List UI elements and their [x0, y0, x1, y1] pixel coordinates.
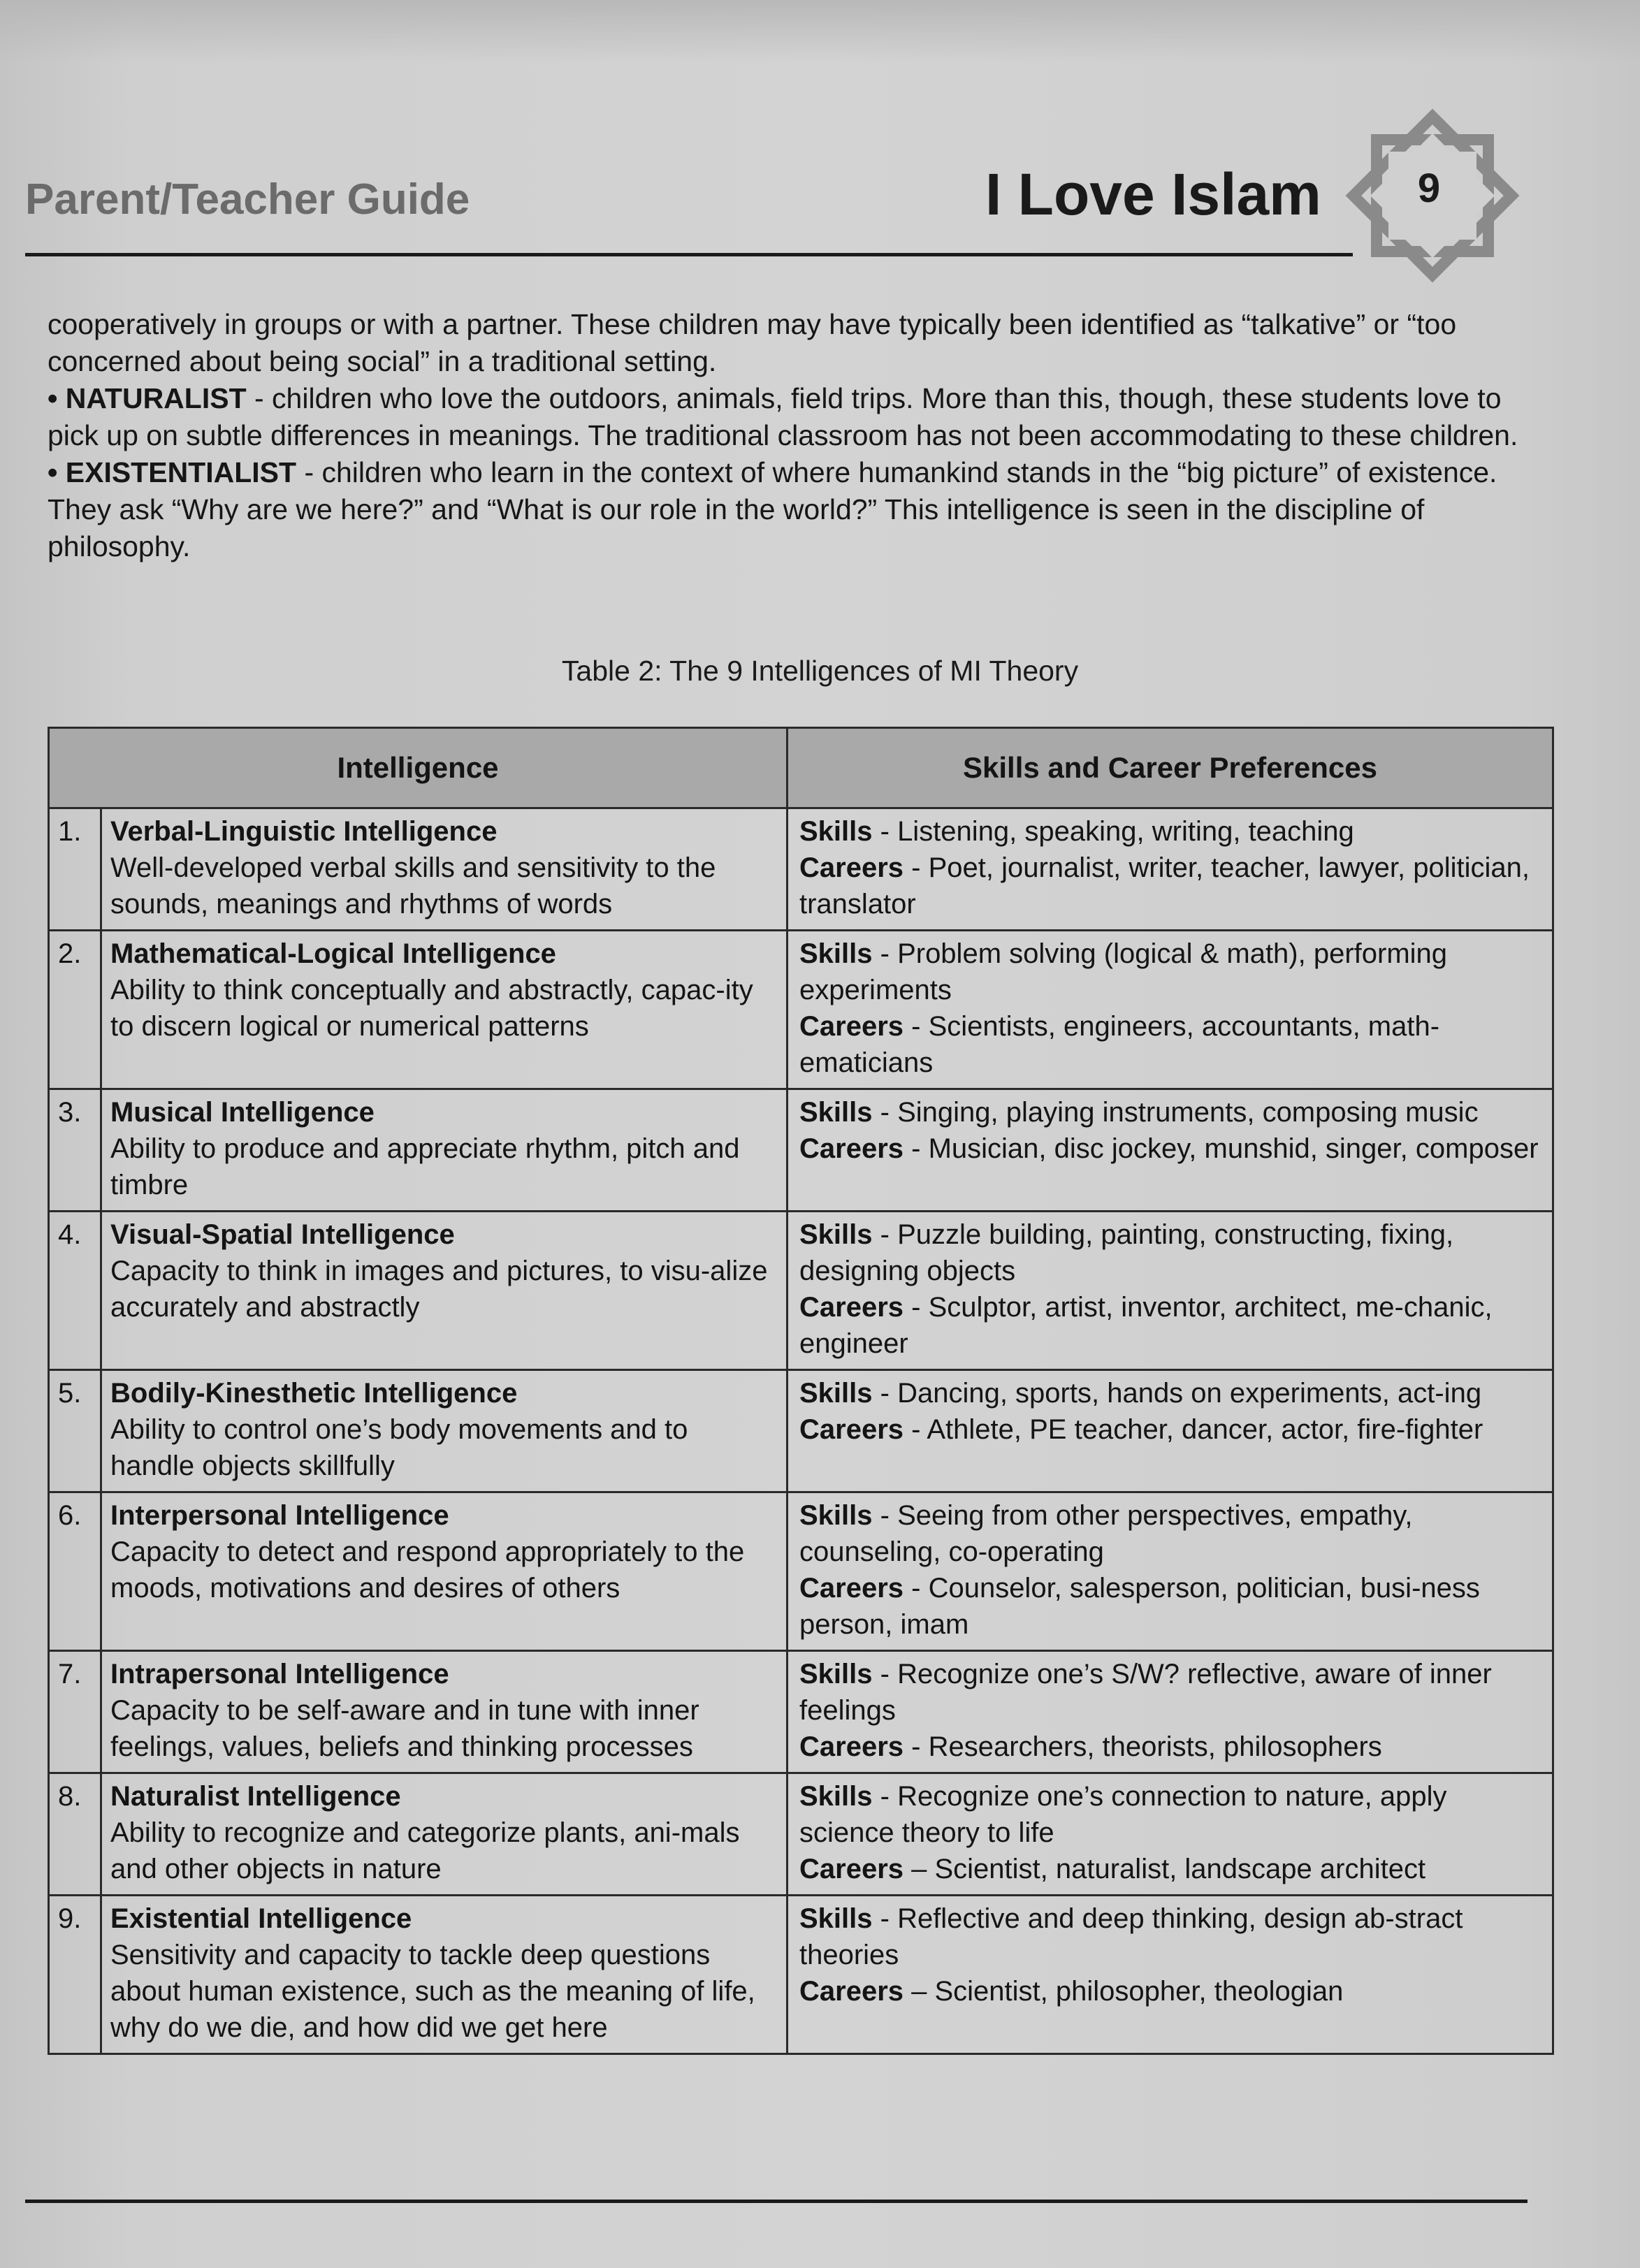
skills-careers-cell: [788, 931, 1553, 1089]
table-row: [49, 1089, 1553, 1212]
table-header-row: [49, 728, 1553, 808]
skills-careers-cell: [788, 1212, 1553, 1370]
header-intelligence: Intelligence: [49, 728, 788, 808]
intelligence-description: Capacity to detect and respond appropriately to the moods, motivations and desires of others: [110, 1536, 745, 1604]
table-row: [49, 1773, 1553, 1896]
intelligence-name: Interpersonal Intelligence: [110, 1500, 449, 1531]
intelligence-name: Existential Intelligence: [110, 1903, 412, 1934]
intelligence-description: Ability to think conceptually and abstractly, capac-ity to discern logical or numerical patterns: [110, 975, 753, 1042]
intelligence-name: Naturalist Intelligence: [110, 1781, 401, 1812]
intelligences-table: [48, 727, 1554, 2055]
table-row: [49, 1896, 1553, 2054]
intelligence-description: Capacity to be self-aware and in tune with inner feelings, values, beliefs and thinking processes: [110, 1695, 699, 1762]
row-number: 4.: [49, 1212, 101, 1370]
careers-line: Careers - Scientists, engineers, accountants, math-ematicians: [799, 1011, 1440, 1078]
intelligence-cell: [101, 1089, 788, 1212]
intro-text: [48, 306, 1557, 565]
table-row: [49, 1212, 1553, 1370]
row-number: 8.: [49, 1773, 101, 1896]
intelligence-cell: [101, 1651, 788, 1773]
row-number: 7.: [49, 1651, 101, 1773]
row-number: 2.: [49, 931, 101, 1089]
careers-line: Careers - Sculptor, artist, inventor, architect, me-chanic, engineer: [799, 1292, 1493, 1359]
naturalist-paragraph: • NATURALIST - children who love the outdoors, animals, field trips. More than this, though, these students love to pick up on subtle differences in meanings. The traditional classroom has not been accommodating to these children.: [48, 382, 1518, 451]
intelligence-description: Well-developed verbal skills and sensitivity to the sounds, meanings and rhythms of words: [110, 852, 716, 919]
intelligence-cell: [101, 1370, 788, 1492]
skills-line: Skills - Dancing, sports, hands on experiments, act-ing: [799, 1378, 1482, 1409]
table-row: [49, 1651, 1553, 1773]
skills-line: Skills - Puzzle building, painting, constructing, fixing, designing objects: [799, 1219, 1454, 1286]
row-number: 1.: [49, 808, 101, 931]
skills-careers-cell: [788, 1773, 1553, 1896]
skills-careers-cell: [788, 1089, 1553, 1212]
intelligence-cell: [101, 1212, 788, 1370]
skills-line: Skills - Recognize one’s connection to nature, apply science theory to life: [799, 1781, 1447, 1848]
skills-careers-cell: [788, 1651, 1553, 1773]
intelligence-cell: [101, 1492, 788, 1651]
table-row: [49, 808, 1553, 931]
careers-line: Careers – Scientist, philosopher, theologian: [799, 1976, 1344, 2007]
header-skills-careers: Skills and Career Preferences: [788, 728, 1553, 808]
book-title: I Love Islam: [985, 161, 1321, 227]
careers-line: Careers - Researchers, theorists, philosophers: [799, 1731, 1382, 1762]
header-divider: [25, 253, 1353, 256]
intelligence-description: Sensitivity and capacity to tackle deep questions about human existence, such as the meaning of life, why do we die, and how did we get here: [110, 1940, 755, 2043]
careers-line: Careers - Counselor, salesperson, politician, busi-ness person, imam: [799, 1573, 1480, 1640]
intelligence-name: Intrapersonal Intelligence: [110, 1659, 449, 1689]
intelligence-cell: [101, 931, 788, 1089]
careers-line: Careers – Scientist, naturalist, landscape architect: [799, 1854, 1426, 1884]
careers-line: Careers - Poet, journalist, writer, teacher, lawyer, politician, translator: [799, 852, 1530, 919]
row-number: 6.: [49, 1492, 101, 1651]
intelligence-cell: [101, 1773, 788, 1896]
intelligence-description: Ability to produce and appreciate rhythm, pitch and timbre: [110, 1133, 740, 1200]
intelligence-name: Verbal-Linguistic Intelligence: [110, 816, 498, 847]
table-row: [49, 1370, 1553, 1492]
intelligence-cell: [101, 808, 788, 931]
table-row: [49, 1492, 1553, 1651]
skills-careers-cell: [788, 1492, 1553, 1651]
skills-line: Skills - Listening, speaking, writing, teaching: [799, 816, 1354, 847]
footer-divider: [25, 2200, 1527, 2203]
table-row: [49, 931, 1553, 1089]
existentialist-paragraph: • EXISTENTIALIST - children who learn in the context of where humankind stands in the “big picture” of existence. They ask “Why are we here?” and “What is our role in the world?” This intelligence is seen in the discipline of philosophy.: [48, 456, 1497, 562]
careers-line: Careers - Musician, disc jockey, munshid, singer, composer: [799, 1133, 1539, 1164]
table-caption: Table 2: The 9 Intelligences of MI Theory: [561, 655, 1079, 687]
skills-line: Skills - Singing, playing instruments, composing music: [799, 1097, 1479, 1128]
intelligence-name: Mathematical-Logical Intelligence: [110, 938, 556, 969]
intelligence-description: Ability to recognize and categorize plants, ani-mals and other objects in nature: [110, 1817, 740, 1884]
skills-line: Skills - Recognize one’s S/W? reflective, aware of inner feelings: [799, 1659, 1492, 1726]
skills-careers-cell: [788, 808, 1553, 931]
row-number: 9.: [49, 1896, 101, 2054]
skills-careers-cell: [788, 1896, 1553, 2054]
intro-paragraph: cooperatively in groups or with a partner. These children may have typically been identified as “talkative” or “too concerned about being social” in a traditional setting.: [48, 308, 1457, 377]
row-number: 3.: [49, 1089, 101, 1212]
skills-line: Skills - Seeing from other perspectives, empathy, counseling, co-operating: [799, 1500, 1413, 1567]
guide-title: Parent/Teacher Guide: [25, 175, 470, 224]
page-top-shadow: [0, 0, 1640, 63]
intelligence-cell: [101, 1896, 788, 2054]
skills-line: Skills - Reflective and deep thinking, design ab-stract theories: [799, 1903, 1463, 1970]
careers-line: Careers - Athlete, PE teacher, dancer, actor, fire-fighter: [799, 1414, 1483, 1445]
intelligence-description: Ability to control one’s body movements and to handle objects skillfully: [110, 1414, 688, 1481]
page-number: 9: [1417, 166, 1441, 211]
intelligence-name: Bodily-Kinesthetic Intelligence: [110, 1378, 518, 1409]
intelligence-name: Visual-Spatial Intelligence: [110, 1219, 455, 1250]
intelligence-name: Musical Intelligence: [110, 1097, 375, 1128]
row-number: 5.: [49, 1370, 101, 1492]
skills-line: Skills - Problem solving (logical & math), performing experiments: [799, 938, 1448, 1005]
intelligence-description: Capacity to think in images and pictures, to visu-alize accurately and abstractly: [110, 1256, 768, 1323]
skills-careers-cell: [788, 1370, 1553, 1492]
